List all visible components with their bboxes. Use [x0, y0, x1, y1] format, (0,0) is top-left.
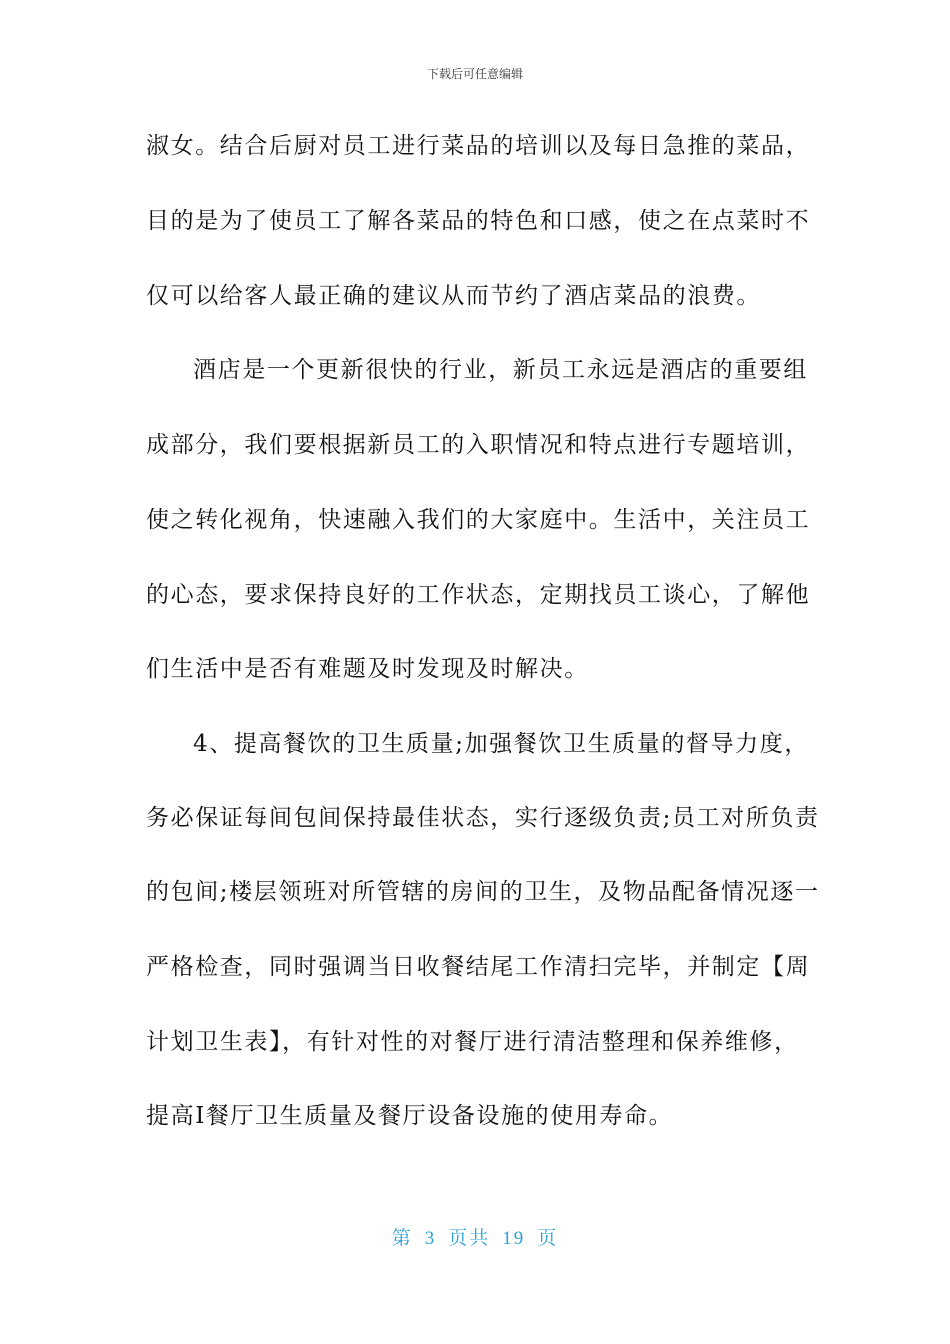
- text-line: 务必保证每间包间保持最佳状态，实行逐级负责;员工对所负责: [146, 805, 820, 831]
- text-line: 的心态，要求保持良好的工作状态，定期找员工谈心，了解他: [146, 582, 811, 608]
- text-line: 成部分，我们要根据新员工的入职情况和特点进行专题培训，: [146, 432, 811, 458]
- text-line: 酒店是一个更新很快的行业，新员工永远是酒店的重要组: [193, 357, 808, 383]
- header-note: 下载后可任意编辑: [426, 67, 523, 81]
- text-line: 4、提高餐饮的卫生质量;加强餐饮卫生质量的督导力度，: [193, 731, 809, 757]
- text-line: 严格检查，同时强调当日收餐结尾工作清扫完毕，并制定【周: [146, 954, 811, 980]
- text-line: 的包间;楼层领班对所管辖的房间的卫生，及物品配备情况逐一: [146, 879, 820, 905]
- text-line: 使之转化视角，快速融入我们的大家庭中。生活中，关注员工: [146, 507, 811, 533]
- text-line: 们生活中是否有难题及时发现及时解决。: [146, 656, 589, 682]
- footer-prefix: 第: [391, 1227, 413, 1249]
- text-line: 目的是为了使员工了解各菜品的特色和口感，使之在点菜时不: [146, 208, 811, 234]
- text-line: 淑女。结合后厨对员工进行菜品的培训以及每日急推的菜品，: [146, 133, 811, 159]
- footer-suffix: 页: [537, 1227, 559, 1249]
- footer-middle: 页共: [448, 1227, 491, 1249]
- text-line: 计划卫生表】，有针对性的对餐厅进行清洁整理和保养维修，: [146, 1029, 799, 1055]
- page-number-current: 3: [424, 1228, 437, 1249]
- text-line: 仅可以给客人最正确的建议从而节约了酒店菜品的浪费。: [146, 283, 761, 309]
- text-line: 提高Ⅰ餐厅卫生质量及餐厅设备设施的使用寿命。: [146, 1103, 674, 1129]
- page-number-total: 19: [502, 1228, 526, 1249]
- page-footer: [0, 1226, 950, 1251]
